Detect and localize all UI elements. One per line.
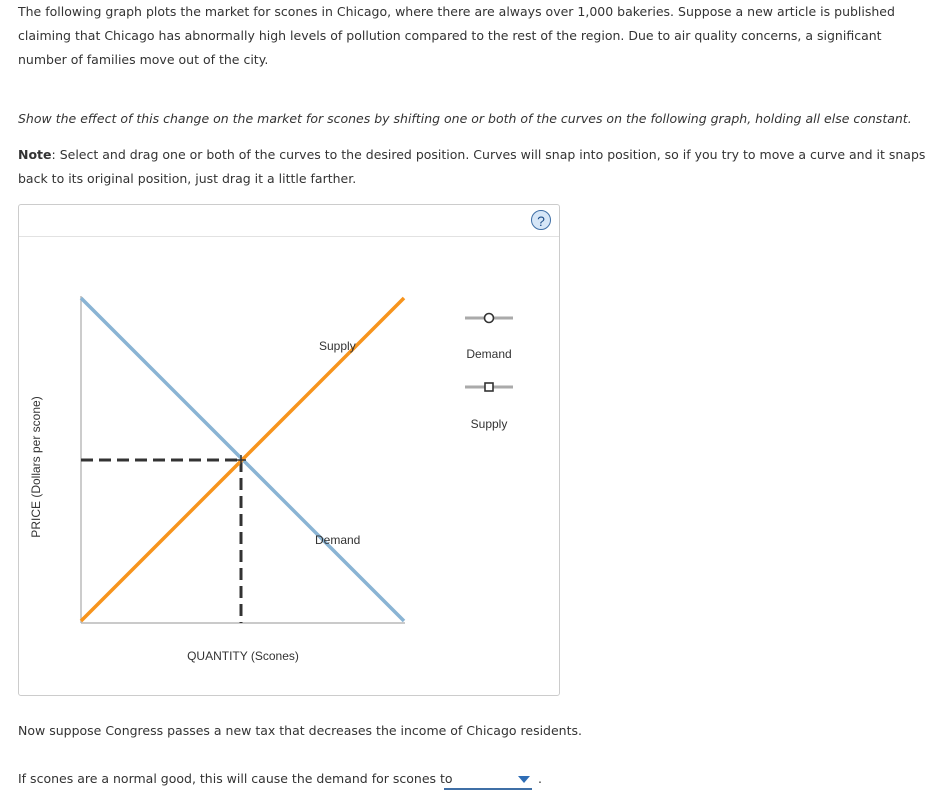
legend-demand-circle-icon [485,314,494,323]
instruction-text: Show the effect of this change on the market for scones by shifting one or both of the curves on the following graph, holding all else constant. [18,111,912,126]
legend-supply-square-icon [485,383,493,391]
note-body: : Select and drag one or both of the curves to the desired position. Curves will snap into position, so if you try to move a curve and it snaps back to its original position, just drag it a little farther. [18,147,926,186]
intro-text: The following graph plots the market for scones in Chicago, where there are always over 1,000 bakeries. Suppose a new article is published claiming that Chicago has abnormally high levels of pollution compared to the rest of the region. Due to air quality concerns, a significant number of families move out of the city. [18,4,895,67]
followup-text: Now suppose Congress passes a new tax that decreases the income of Chicago residents. [18,723,582,738]
x-axis-label: QUANTITY (Scones) [187,649,299,663]
demand-curve-label: Demand [315,533,361,547]
legend-supply-label: Supply [470,417,508,431]
help-button[interactable]: ? [531,210,551,230]
demand-change-dropdown[interactable] [444,770,532,790]
note-label: Note [18,147,52,162]
dropdown-arrow-icon [518,776,530,783]
market-graph [19,205,559,695]
legend-demand-tool[interactable] [465,314,513,323]
graph-panel [18,204,560,696]
legend-demand-label: Demand [466,347,512,361]
question-text: If scones are a normal good, this will cause the demand for scones to [18,771,453,786]
y-axis-label: PRICE (Dollars per scone) [29,396,43,538]
supply-curve-label: Supply [319,339,356,353]
note-text [18,143,932,191]
question-period: . [538,771,542,786]
legend-supply-tool[interactable] [465,383,513,391]
